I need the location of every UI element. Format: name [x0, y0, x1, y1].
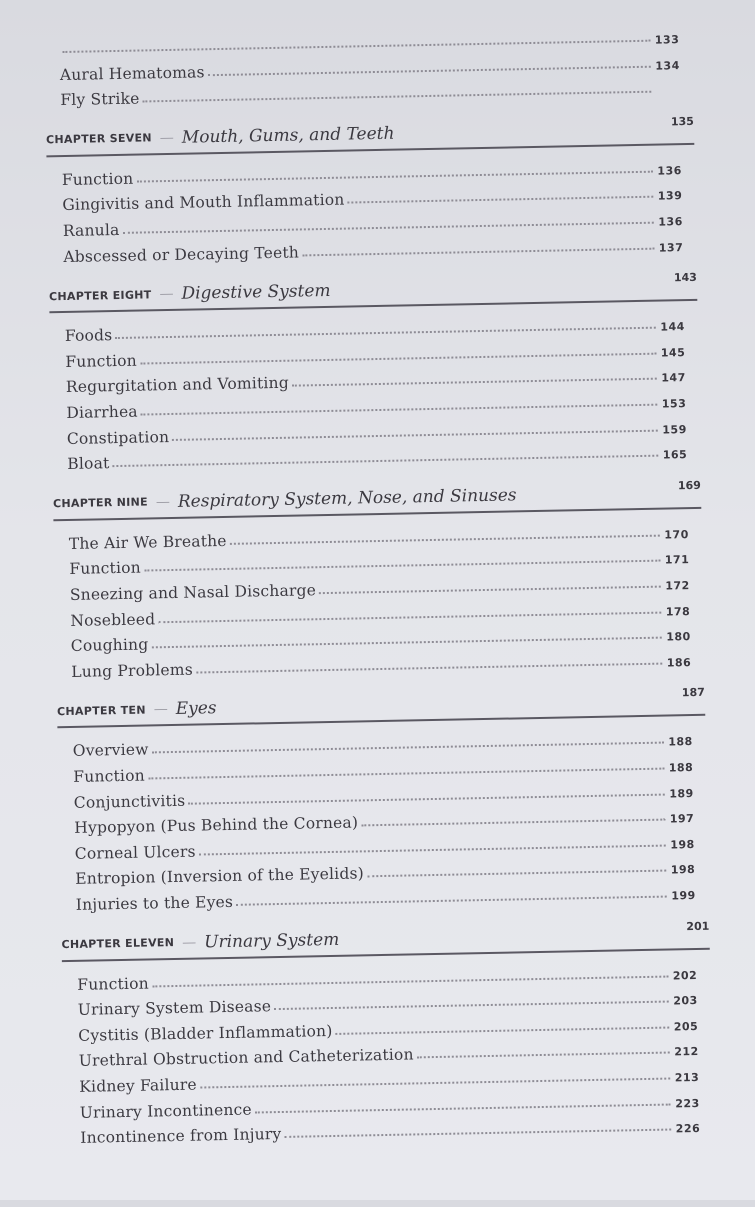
chapter-heading — [57, 684, 705, 728]
entry-page-number: 171 — [663, 553, 689, 566]
dash-separator: — — [182, 934, 196, 950]
dot-leader — [113, 455, 659, 467]
entry-label: Urinary Incontinence — [80, 1100, 252, 1121]
chapter-title: Mouth, Gums, and Teeth — [182, 118, 665, 147]
entry-label: Urethral Obstruction and Catheterization — [79, 1046, 414, 1070]
entry-label: Fly Strike — [60, 90, 140, 110]
entry-label: Incontinence from Injury — [80, 1125, 281, 1147]
dot-leader — [302, 247, 654, 256]
dot-leader — [348, 196, 654, 204]
entry-page-number: 213 — [673, 1071, 699, 1084]
entry-label: Bloat — [67, 454, 109, 473]
dot-leader — [417, 1052, 670, 1059]
dash-separator: — — [159, 286, 173, 302]
entry-page-number: 186 — [665, 656, 691, 669]
entry-page-number: 178 — [664, 605, 690, 618]
entry-page-number: 172 — [664, 579, 690, 592]
entry-label: Abscessed or Decaying Teeth — [63, 243, 299, 266]
entry-page-number: 197 — [668, 812, 694, 825]
entry-page-number: 202 — [671, 969, 697, 982]
dot-leader — [336, 1026, 670, 1034]
dot-leader — [361, 819, 665, 827]
entry-label: Function — [73, 767, 145, 786]
entry-label: Entropion (Inversion of the Eyelids) — [75, 865, 364, 889]
dot-leader — [143, 91, 652, 103]
chapter-title: Eyes — [176, 690, 676, 720]
entry-page-number: 205 — [672, 1020, 698, 1033]
entry-label: Gingivitis and Mouth Inflammation — [62, 191, 344, 214]
entry-page-number: 212 — [673, 1045, 699, 1058]
chapter-number: CHAPTER EIGHT — [49, 288, 152, 303]
entry-page-number: 133 — [653, 33, 679, 46]
entry-page-number: 137 — [657, 241, 683, 254]
entry-page-number: 153 — [660, 397, 686, 410]
dot-leader — [292, 378, 657, 387]
chapter-page-number: 135 — [664, 115, 694, 129]
entry-page-number: 144 — [659, 320, 685, 333]
entry-page-number: 203 — [672, 994, 698, 1007]
entry-page-number: 180 — [665, 630, 691, 643]
entry-page-number: 159 — [661, 423, 687, 436]
entry-page-number: 165 — [661, 448, 687, 461]
dot-leader — [367, 870, 666, 878]
chapter-heading — [49, 269, 697, 313]
entry-label: Function — [62, 169, 134, 188]
entry-label: The Air We Breathe — [69, 532, 227, 553]
entry-label: Sneezing and Nasal Discharge — [70, 581, 317, 604]
entry-page-number: 134 — [654, 59, 680, 72]
chapter-heading — [61, 917, 709, 961]
chapter-page-number: 187 — [675, 686, 705, 700]
entry-label: Ranula — [63, 221, 120, 240]
entry-page-number: 226 — [674, 1122, 700, 1135]
entry-label: Cystitis (Bladder Inflammation) — [78, 1022, 333, 1045]
entry-label: Function — [69, 559, 141, 578]
entry-page-number: 188 — [667, 761, 693, 774]
entry-page-number: 139 — [656, 190, 682, 203]
chapter-heading — [46, 113, 694, 157]
chapter-title: Digestive System — [181, 275, 667, 304]
entry-page-number: 136 — [657, 215, 683, 228]
dash-separator: — — [156, 494, 170, 510]
dot-leader — [255, 1103, 671, 1113]
entry-label: Hypopyon (Pus Behind the Cornea) — [74, 814, 358, 837]
entry-label: Urinary System Disease — [78, 997, 272, 1019]
entry-label: Nosebleed — [70, 610, 155, 630]
entry-label: Foods — [65, 326, 113, 345]
dot-leader — [196, 662, 662, 673]
entry-label: Kidney Failure — [79, 1076, 197, 1096]
entry-label: Function — [65, 351, 137, 370]
entry-label: Injuries to the Eyes — [76, 893, 234, 914]
chapter-page-number: 169 — [671, 479, 701, 493]
chapter-page-number: 201 — [679, 919, 709, 933]
dot-leader — [230, 534, 660, 544]
entry-label: Coughing — [71, 636, 149, 655]
entry-page-number: 198 — [669, 838, 695, 851]
entry-page-number: 189 — [668, 787, 694, 800]
entry-label: Function — [77, 974, 149, 993]
chapter-number: CHAPTER ELEVEN — [61, 936, 174, 951]
entry-label: Aural Hematomas — [60, 63, 205, 84]
chapter-number: CHAPTER NINE — [53, 496, 148, 511]
entry-label: Constipation — [67, 428, 170, 448]
entry-label: Overview — [73, 741, 149, 760]
dash-separator: — — [160, 130, 174, 146]
entry-label: Diarrhea — [66, 403, 138, 422]
entry-page-number: 147 — [660, 371, 686, 384]
dot-leader — [284, 1129, 671, 1138]
entry-page-number: 223 — [674, 1097, 700, 1110]
entry-label: Conjunctivitis — [74, 791, 186, 811]
entry-page-number: 198 — [669, 863, 695, 876]
dash-separator: — — [154, 701, 168, 717]
entry-page-number: 145 — [659, 346, 685, 359]
entry-page-number: 170 — [663, 528, 689, 541]
chapter-page-number: 143 — [667, 271, 697, 285]
entry-label: Regurgitation and Vomiting — [66, 374, 289, 396]
dot-leader — [274, 1001, 669, 1011]
chapter-title: Urinary System — [204, 923, 680, 952]
entry-label: Lung Problems — [71, 660, 193, 680]
entry-page-number: 136 — [656, 164, 682, 177]
chapter-number: CHAPTER TEN — [57, 703, 146, 718]
chapter-title: Respiratory System, Nose, and Sinuses — [178, 482, 671, 511]
chapter-heading — [53, 477, 701, 521]
entry-label: Corneal Ulcers — [75, 842, 196, 862]
chapter-number: CHAPTER SEVEN — [46, 132, 152, 147]
dot-leader — [236, 896, 667, 906]
entry-page-number: 199 — [670, 889, 696, 902]
entry-page-number: 188 — [667, 735, 693, 748]
dot-leader — [319, 586, 661, 595]
